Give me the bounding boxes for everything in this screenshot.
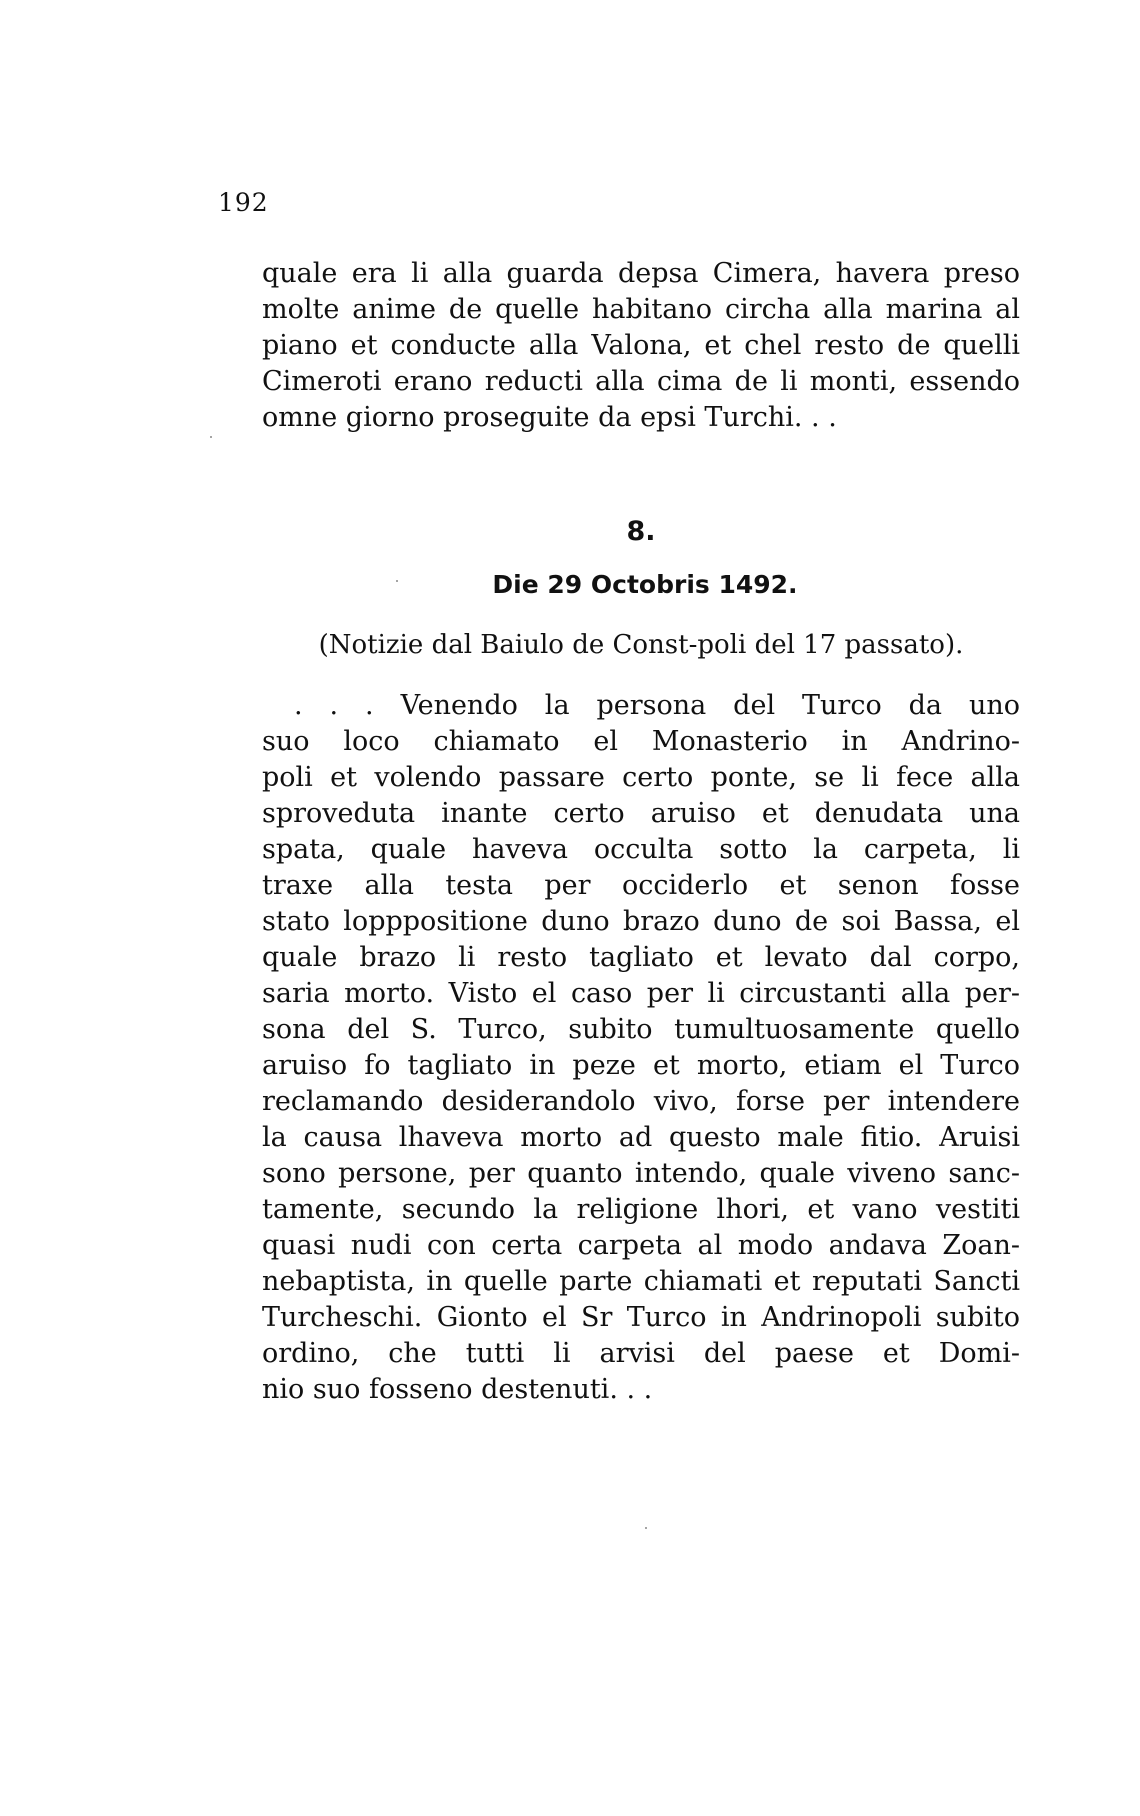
text-line: poli et volendo passare certo ponte, se li fece alla: [262, 762, 1020, 793]
text-line: . . . Venendo la persona del Turco da uno: [294, 690, 1020, 721]
text-line: omne giorno proseguite da epsi Turchi. . .: [262, 402, 837, 433]
text-line: sona del S. Turco, subito tumultuosamente quello: [262, 1014, 1020, 1045]
text-line: saria morto. Visto el caso per li circustanti alla per-: [262, 978, 1020, 1009]
document-number: 8.: [626, 516, 656, 547]
text-line: quale era li alla guarda depsa Cimera, havera preso: [262, 258, 1020, 289]
scan-speck: [645, 1527, 647, 1529]
text-line: nebaptista, in quelle parte chiamati et reputati Sancti: [262, 1266, 1020, 1297]
page-number: 192: [218, 188, 269, 217]
text-line: spata, quale haveva occulta sotto la carpeta, li: [262, 834, 1020, 865]
document-date: Die 29 Octobris 1492.: [492, 570, 798, 599]
document-note: (Notizie dal Baiulo de Const-poli del 17 passato).: [318, 630, 964, 660]
text-line: Cimeroti erano reducti alla cima de li monti, essendo: [262, 366, 1020, 397]
text-line: sproveduta inante certo aruiso et denudata una: [262, 798, 1020, 829]
text-line: quale brazo li resto tagliato et levato dal corpo,: [262, 942, 1020, 973]
text-line: tamente, secundo la religione lhori, et vano vestiti: [262, 1194, 1020, 1225]
text-line: molte anime de quelle habitano circha alla marina al: [262, 294, 1020, 325]
text-line: suo loco chiamato el Monasterio in Andrino-: [262, 726, 1020, 757]
text-line: ordino, che tutti li arvisi del paese et Domi-: [262, 1338, 1020, 1369]
text-line: quasi nudi con certa carpeta al modo andava Zoan-: [262, 1230, 1020, 1261]
continuation-paragraph: [262, 256, 1020, 436]
scan-speck: [210, 436, 212, 438]
text-line: stato lopppositione duno brazo duno de soi Bassa, el: [262, 906, 1020, 937]
text-line: sono persone, per quanto intendo, quale viveno sanc-: [262, 1158, 1020, 1189]
text-line: nio suo fosseno destenuti. . .: [262, 1374, 653, 1405]
text-line: Turcheschi. Gionto el Sr Turco in Andrinopoli subito: [262, 1302, 1020, 1333]
text-line: aruiso fo tagliato in peze et morto, etiam el Turco: [262, 1050, 1020, 1081]
scan-speck: [396, 580, 398, 582]
text-line: traxe alla testa per occiderlo et senon fosse: [262, 870, 1020, 901]
text-line: la causa lhaveva morto ad questo male fitio. Aruisi: [262, 1122, 1020, 1153]
text-line: reclamando desiderandolo vivo, forse per intendere: [262, 1086, 1020, 1117]
document-body: [262, 688, 1020, 1408]
text-line: piano et conducte alla Valona, et chel resto de quelli: [262, 330, 1020, 361]
